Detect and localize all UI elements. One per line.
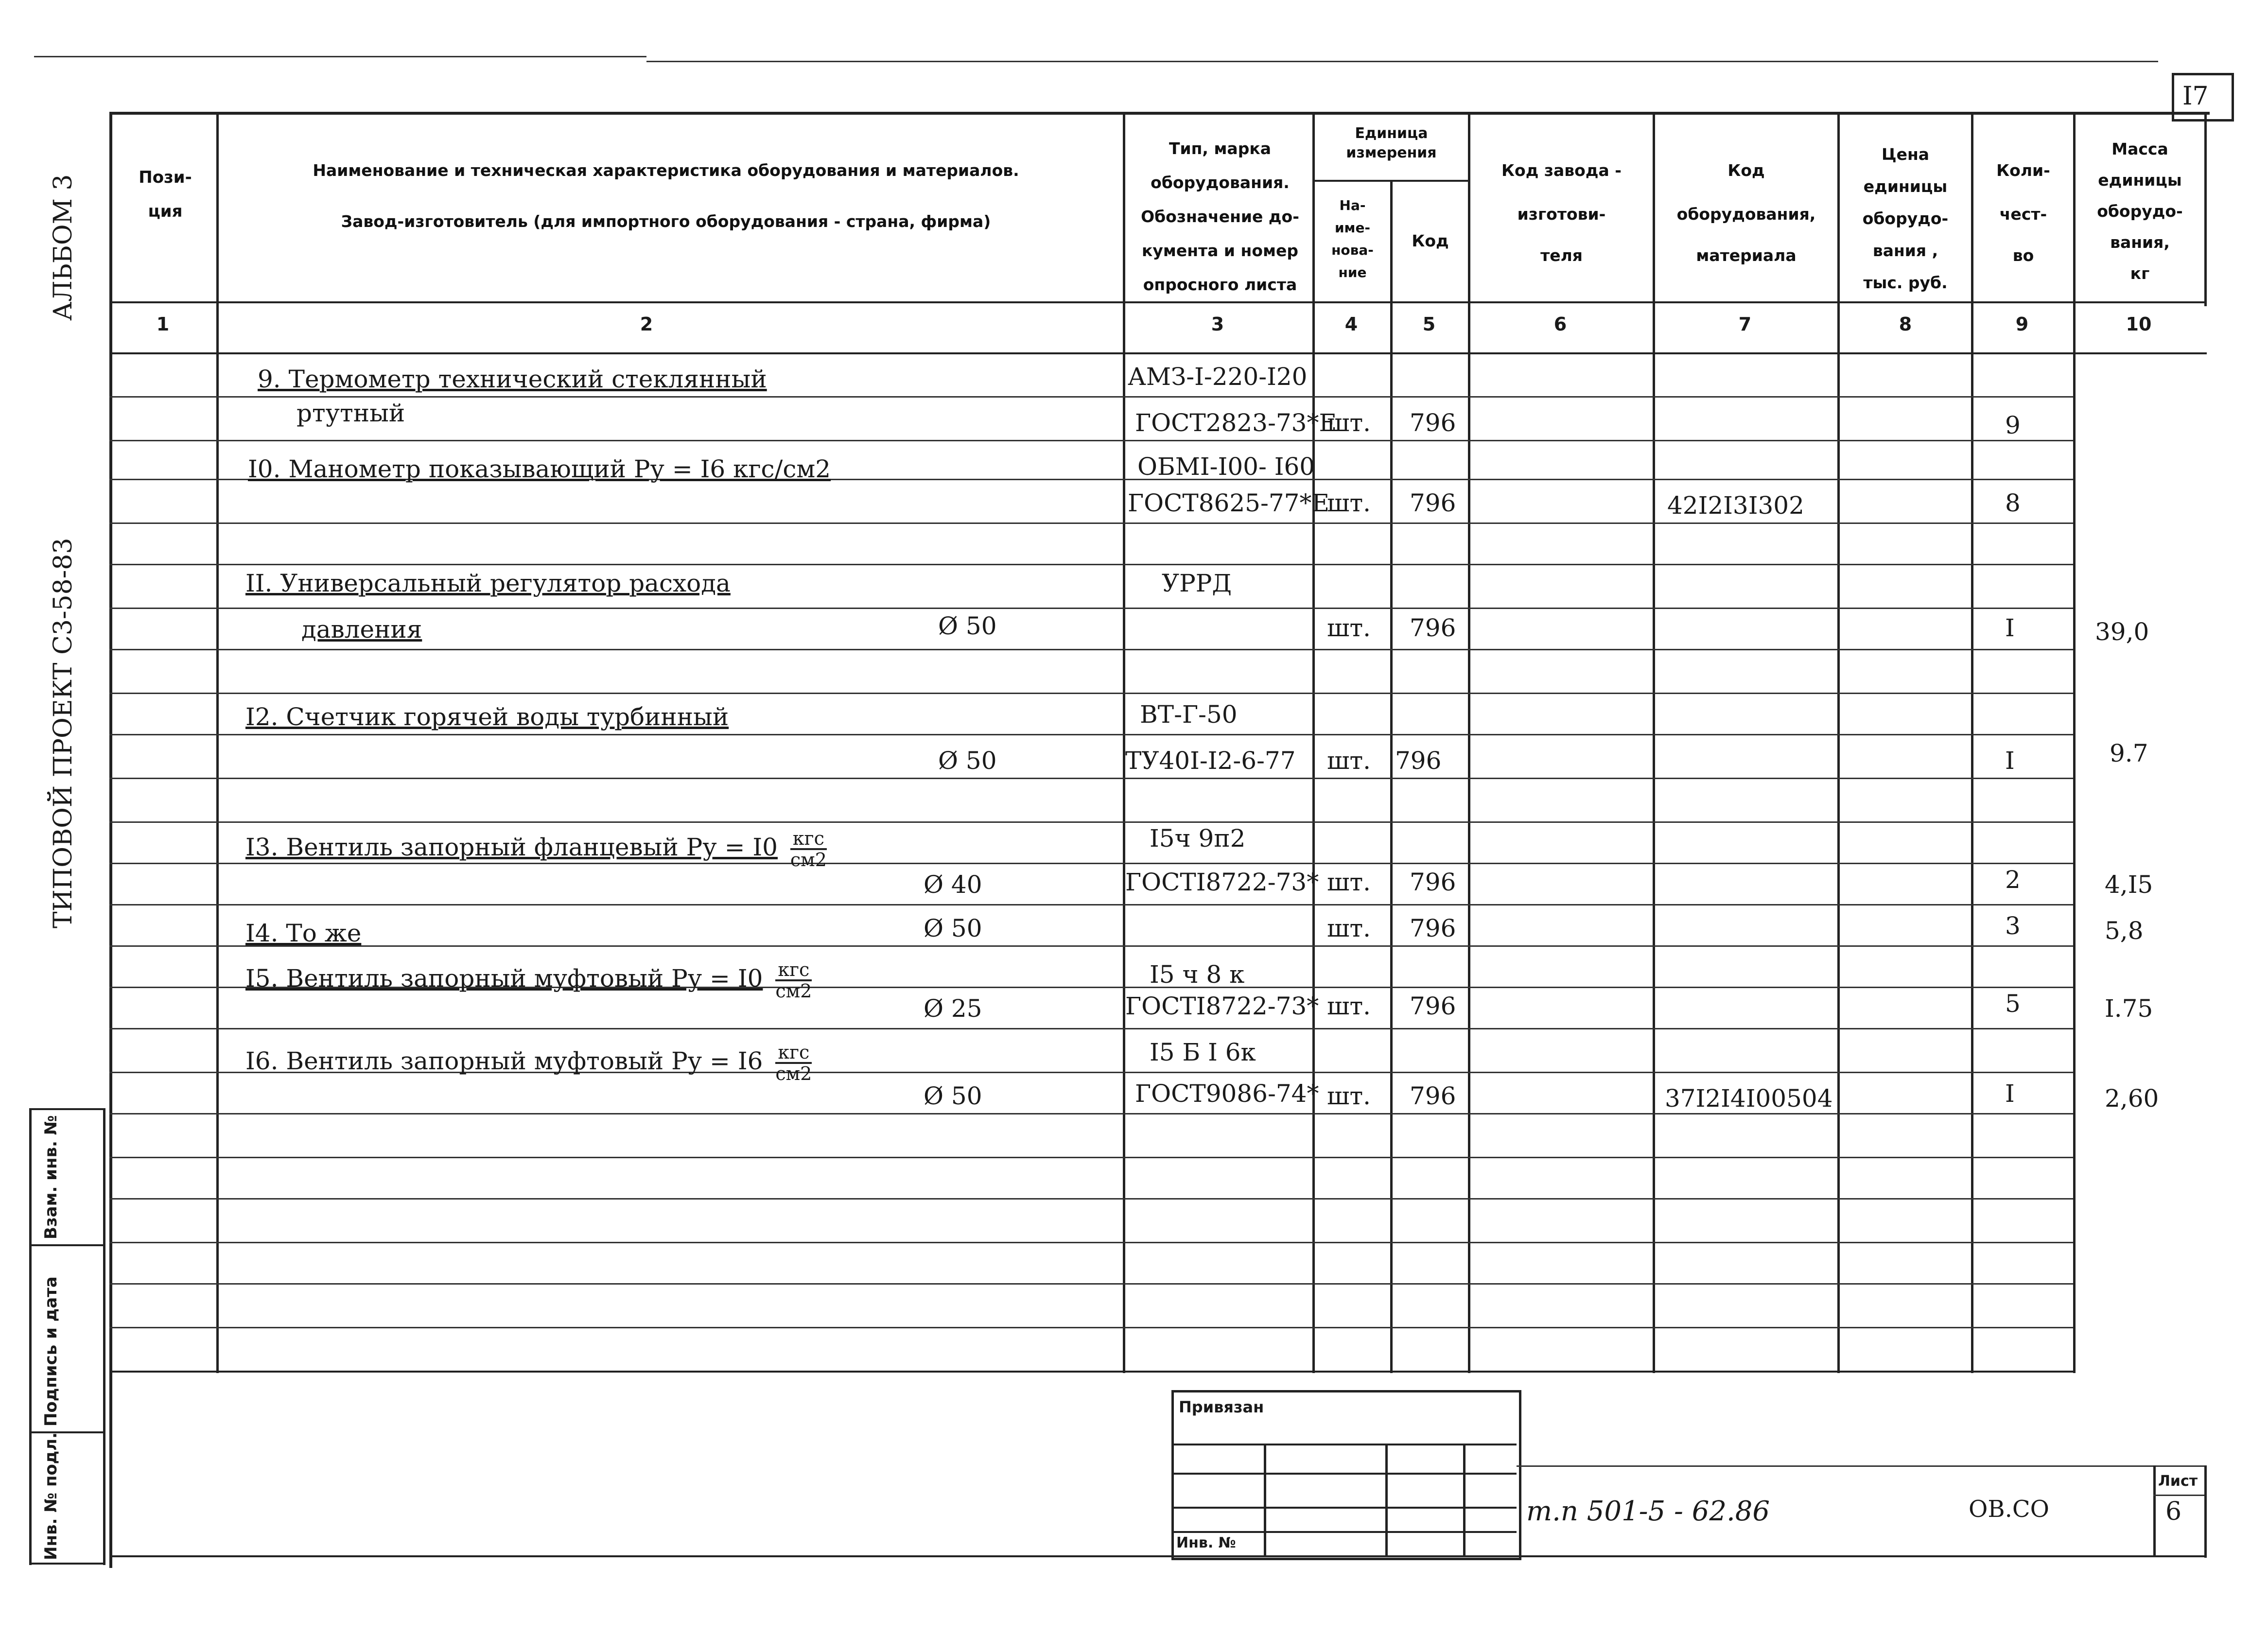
row-11-mass: 39,0 [2095, 618, 2149, 646]
col-num-6: 6 [1553, 313, 1567, 335]
header-type-1: Тип, марка [1169, 139, 1271, 158]
row-12-type: ВТ-Г-50 [1140, 700, 1238, 729]
row-15-dia: Ø 25 [924, 994, 982, 1023]
header-mass-3: оборудо- [2097, 202, 2183, 221]
header-unit-2: измерения [1346, 144, 1437, 161]
row-15-gost: ГОСТI8722-73* [1125, 992, 1319, 1020]
row-14-name: I4. То же [245, 919, 362, 947]
col-num-9: 9 [2015, 313, 2029, 335]
row-15-name-text: I5. Вентиль запорный муфтовый Ру = I0 [245, 964, 763, 992]
inv-no-label: Инв. № [1176, 1534, 1236, 1551]
col-num-8: 8 [1899, 313, 1912, 335]
row-10-material: 42I2I3I302 [1667, 491, 1804, 520]
header-material-2: оборудования, [1676, 205, 1816, 224]
row-9-code: 796 [1410, 409, 1456, 437]
header-unit-code: Код [1412, 231, 1449, 250]
row-12-dia: Ø 50 [938, 747, 997, 775]
row-16-code: 796 [1410, 1082, 1456, 1110]
header-type-5: опросного листа [1143, 275, 1297, 294]
header-mass-5: кг [2130, 264, 2150, 283]
header-mass-1: Масса [2111, 139, 2168, 158]
row-12-mass: 9.7 [2110, 739, 2148, 767]
row-15-name [245, 960, 812, 1001]
row-10-qty: 8 [2005, 489, 2021, 517]
row-13-dia: Ø 40 [924, 870, 982, 899]
header-unit-1: Единица [1355, 125, 1428, 142]
header-price-4: вания , [1872, 241, 1938, 260]
row-13-gost: ГОСТI8722-73* [1125, 868, 1319, 896]
row-14-qty: 3 [2005, 912, 2021, 940]
row-11-qty: I [2005, 614, 2015, 642]
col-num-2: 2 [640, 313, 653, 335]
row-13-type: I5ч 9п2 [1150, 824, 1246, 853]
row-15-frac-bot: см2 [775, 980, 812, 1002]
header-maker-1: Код завода - [1501, 161, 1622, 180]
row-12-qty: I [2005, 747, 2015, 775]
header-qty-2: чест- [1999, 205, 2047, 224]
row-12-code: 796 [1395, 747, 1442, 775]
row-16-unit: шт. [1327, 1082, 1371, 1110]
row-11-code: 796 [1410, 614, 1456, 642]
row-10-code: 796 [1410, 489, 1456, 517]
header-unit-name-2: име- [1334, 220, 1371, 236]
header-mass-2: единицы [2098, 171, 2182, 190]
col-num-5: 5 [1422, 313, 1436, 335]
sheet-value: 6 [2165, 1497, 2182, 1526]
row-9-name-cont: ртутный [297, 399, 405, 427]
row-16-qty: I [2005, 1079, 2015, 1108]
sheet-label: Лист [2158, 1473, 2198, 1490]
header-type-4: кумента и номер [1141, 241, 1298, 260]
row-16-type: I5 Б I 6к [1150, 1038, 1256, 1066]
stamp-label-inv: Взам. инв. № [41, 1115, 61, 1239]
header-unit-name-1: На- [1339, 197, 1366, 213]
row-9-unit: шт. [1327, 409, 1371, 437]
row-9-gost: ГОСТ2823-73*Е [1135, 409, 1337, 437]
row-16-unit-fraction [775, 1043, 812, 1083]
header-material-1: Код [1727, 161, 1765, 180]
row-16-name [245, 1043, 812, 1083]
row-16-frac-top: кгс [775, 1043, 812, 1064]
row-14-dia: Ø 50 [924, 914, 982, 942]
row-10-unit: шт. [1327, 489, 1371, 517]
header-material-3: материала [1696, 246, 1797, 265]
header-price-5: тыс. руб. [1863, 273, 1948, 292]
row-13-mass: 4,I5 [2105, 870, 2153, 899]
row-11-type: УРРД [1162, 569, 1232, 597]
header-price-2: единицы [1863, 177, 1948, 196]
row-16-name-text: I6. Вентиль запорный муфтовый Ру = I6 [245, 1047, 763, 1075]
row-16-dia: Ø 50 [924, 1082, 982, 1110]
row-9-name: 9. Термометр технический стеклянный [258, 365, 767, 393]
stamp-label-sign: Подпись и дата [41, 1276, 61, 1427]
row-11-name-cont: давления [301, 615, 422, 644]
row-16-material: 37I2I4I00504 [1665, 1084, 1833, 1113]
header-unit-name-4: ние [1338, 264, 1367, 280]
header-qty-3: во [2012, 246, 2034, 265]
row-14-unit: шт. [1327, 914, 1371, 942]
row-15-code: 796 [1410, 992, 1456, 1020]
row-13-unit: шт. [1327, 868, 1371, 896]
row-13-code: 796 [1410, 868, 1456, 896]
header-name-line1: Наименование и техническая характеристика оборудования и материалов. [313, 161, 1019, 180]
row-15-type: I5 ч 8 к [1150, 960, 1245, 989]
col-num-4: 4 [1344, 313, 1358, 335]
row-13-name [245, 829, 827, 870]
row-11-name: II. Универсальный регулятор расхода [245, 569, 731, 597]
sheet-number-top: I7 [2182, 82, 2209, 111]
row-13-qty: 2 [2005, 866, 2021, 894]
header-position: Пози- ция [139, 168, 192, 221]
row-12-tu: ТУ40I-I2-6-77 [1125, 747, 1296, 775]
row-11-unit: шт. [1327, 614, 1371, 642]
row-16-frac-bot: см2 [775, 1063, 812, 1084]
row-16-mass: 2,60 [2105, 1084, 2159, 1113]
doc-code: т.п 501-5 - 62.86 [1526, 1496, 1770, 1527]
col-num-7: 7 [1738, 313, 1752, 335]
row-13-frac-top: кгс [790, 829, 827, 850]
header-type-2: оборудования. [1151, 173, 1290, 192]
header-name-line2: Завод-изготовитель (для импортного оборудования - страна, фирма) [341, 212, 991, 231]
header-unit-name-3: нова- [1331, 242, 1374, 258]
row-14-code: 796 [1410, 914, 1456, 942]
header-price-3: оборудо- [1862, 209, 1949, 228]
header-type-3: Обозначение до- [1141, 207, 1299, 226]
row-15-unit-fraction [775, 960, 812, 1001]
stamp-label-inv-orig: Инв. № подл. [41, 1432, 61, 1560]
row-13-unit-fraction [790, 829, 827, 870]
col-num-10: 10 [2126, 313, 2152, 335]
row-13-name-text: I3. Вентиль запорный фланцевый Ру = I0 [245, 833, 778, 861]
stamp-strip-border [29, 1108, 32, 1565]
row-15-unit: шт. [1327, 992, 1371, 1020]
header-maker-2: изготови- [1517, 205, 1606, 224]
header-maker-3: теля [1540, 246, 1583, 265]
row-10-type: ОБМI-I00- I60 [1137, 453, 1315, 481]
row-15-mass: I.75 [2105, 994, 2153, 1023]
row-11-dia: Ø 50 [938, 612, 997, 640]
project-label: ТИПОВОЙ ПРОЕКТ С3-58-83 [49, 538, 78, 928]
row-9-qty: 9 [2005, 411, 2021, 439]
row-15-qty: 5 [2005, 990, 2021, 1018]
row-10-name: I0. Манометр показывающий Ру = I6 кгс/см2 [248, 455, 831, 483]
row-12-unit: шт. [1327, 747, 1371, 775]
row-13-frac-bot: см2 [790, 849, 827, 870]
row-12-name: I2. Счетчик горячей воды турбинный [245, 703, 729, 731]
row-9-type: АМЗ-I-220-I20 [1128, 363, 1308, 391]
header-mass-4: вания, [2110, 233, 2170, 252]
header-qty-1: Коли- [1996, 161, 2050, 180]
doc-suffix: ОВ.СО [1969, 1496, 2049, 1523]
row-15-frac-top: кгс [775, 960, 812, 981]
album-label: АЛЬБОМ 3 [49, 174, 78, 321]
row-14-mass: 5,8 [2105, 917, 2144, 945]
col-num-1: 1 [156, 313, 170, 335]
col-num-3: 3 [1211, 313, 1224, 335]
privyazan-label: Привязан [1179, 1398, 1264, 1416]
header-price-1: Цена [1881, 145, 1930, 164]
row-10-gost: ГОСТ8625-77*Е [1128, 489, 1329, 517]
row-16-gost: ГОСТ9086-74* [1135, 1079, 1319, 1108]
